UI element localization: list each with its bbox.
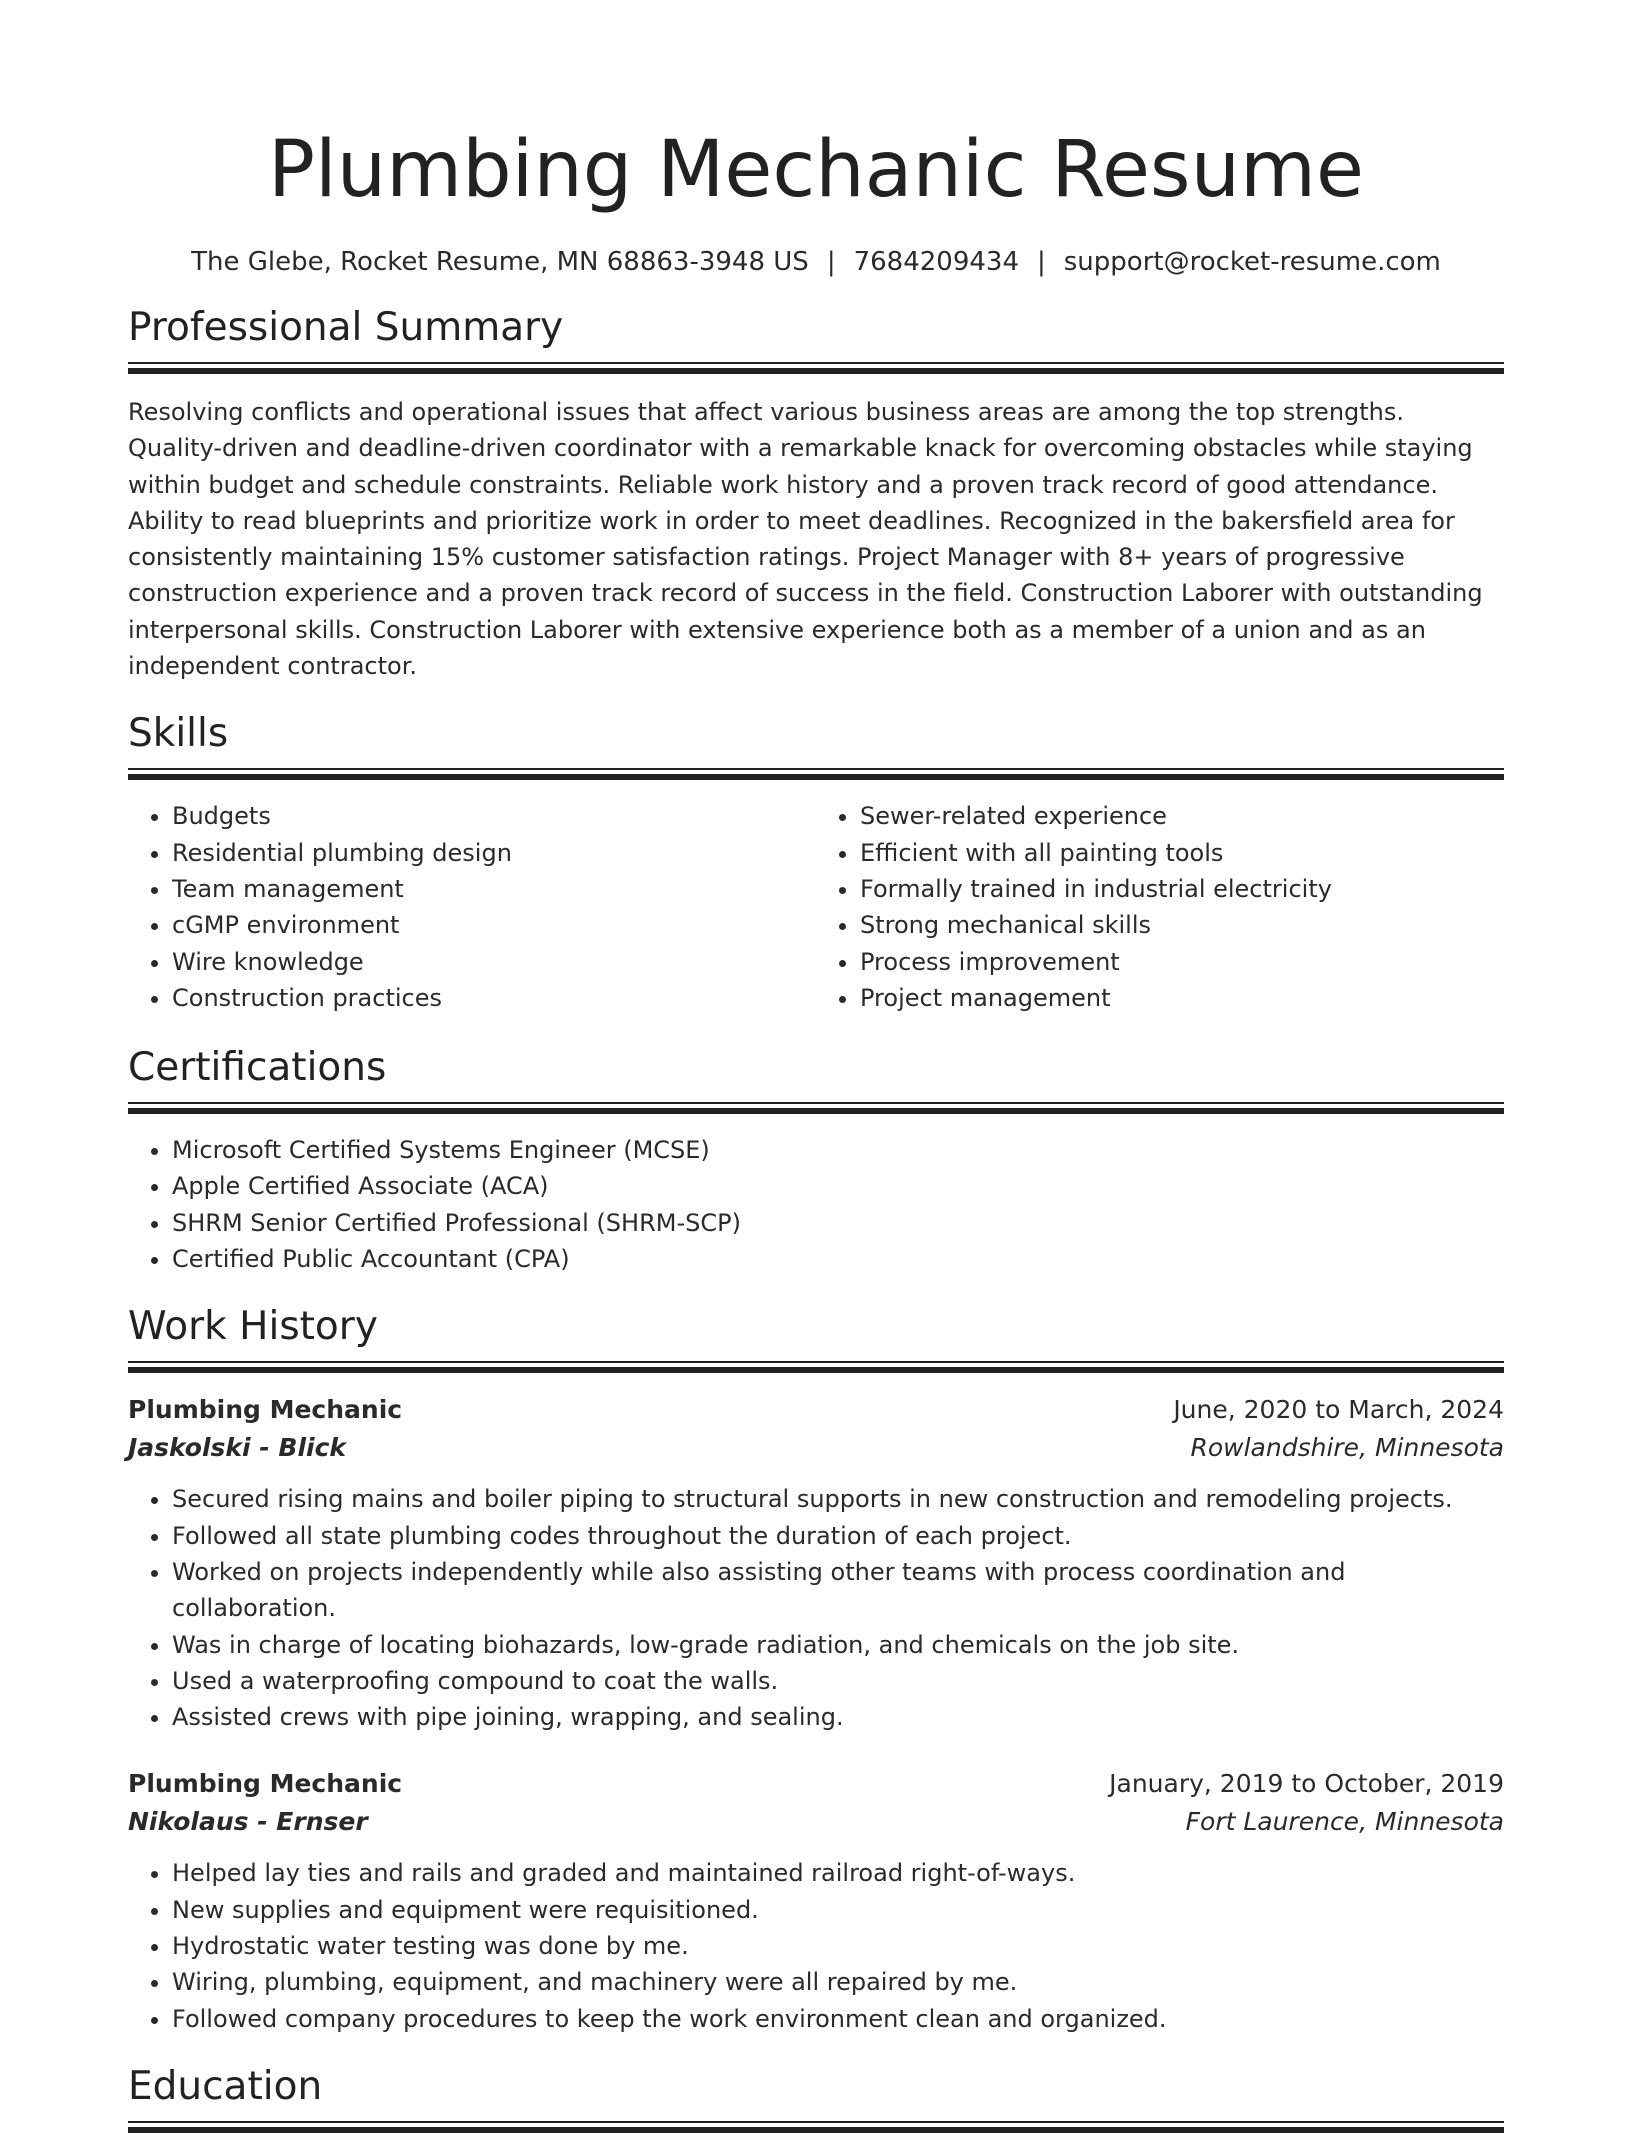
skills-section [128,710,1504,1016]
job-location: Rowlandshire, Minnesota [1190,1433,1504,1463]
job-duty-item: • Followed all state plumbing codes throughout the duration of each project. [172,1518,1504,1554]
summary-heading: Professional Summary [128,305,564,350]
skill-item: • Construction practices [172,980,816,1016]
skill-item: • Strong mechanical skills [860,907,1504,943]
job-dates: January, 2019 to October, 2019 [1109,1769,1504,1799]
job-duty-item: • Worked on projects independently while also assisting other teams with process coordination and collaboration. [172,1554,1504,1627]
certification-item: • Apple Certified Associate (ACA) [172,1168,1504,1204]
job-header-row [128,1391,1504,1429]
work-history-section [128,1303,1504,2037]
job-duties-list [128,1855,1504,2036]
section-divider [128,362,1504,374]
skill-item: • Efficient with all painting tools [860,835,1504,871]
skill-item: • Team management [172,871,816,907]
section-divider [128,768,1504,780]
certification-item: • Certified Public Accountant (CPA) [172,1241,1504,1277]
job-subheader-row [128,1803,1504,1841]
job-subheader-row [128,1429,1504,1467]
contact-address: The Glebe, Rocket Resume, MN 68863-3948 US [191,247,809,277]
skill-item: • Process improvement [860,944,1504,980]
skills-heading: Skills [128,711,229,757]
job-header-row [128,1765,1504,1803]
certifications-heading: Certifications [128,1045,387,1091]
contact-separator: | [826,247,836,277]
job-duty-item: • Hydrostatic water testing was done by me. [172,1928,1504,1964]
page-title: Plumbing Mechanic Resume [268,125,1364,215]
job-dates: June, 2020 to March, 2024 [1173,1395,1504,1425]
job-duty-item: • Was in charge of locating biohazards, low-grade radiation, and chemicals on the job site. [172,1627,1504,1663]
job-entry [128,1765,1504,2036]
skill-item: • Wire knowledge [172,944,816,980]
job-company: Nikolaus - Ernser [128,1807,368,1837]
skill-item: • cGMP environment [172,907,816,943]
skills-grid [128,798,1504,1016]
job-duty-item: • Followed company procedures to keep the work environment clean and organized. [172,2001,1504,2037]
job-title: Plumbing Mechanic [128,1395,403,1425]
certifications-list [128,1132,1504,1277]
skill-item: • Residential plumbing design [172,835,816,871]
education-section [128,2063,1504,2133]
job-location: Fort Laurence, Minnesota [1185,1807,1504,1837]
job-duty-item: • Assisted crews with pipe joining, wrapping, and sealing. [172,1699,1504,1735]
job-duty-item: • Wiring, plumbing, equipment, and machinery were all repaired by me. [172,1964,1504,2000]
skills-column-right [816,798,1504,1016]
summary-section [128,304,1504,684]
section-divider [128,2121,1504,2133]
skill-item: • Formally trained in industrial electricity [860,871,1504,907]
skill-item: • Sewer-related experience [860,798,1504,834]
job-duties-list [128,1481,1504,1735]
contact-email: support@rocket-resume.com [1063,247,1441,277]
certifications-section [128,1044,1504,1277]
contact-line [128,244,1504,280]
job-duty-item: • New supplies and equipment were requisitioned. [172,1892,1504,1928]
certification-item: • SHRM Senior Certified Professional (SHRM-SCP) [172,1205,1504,1241]
job-entry [128,1391,1504,1735]
skills-list-left [128,798,816,1016]
certification-item: • Microsoft Certified Systems Engineer (MCSE) [172,1132,1504,1168]
section-divider [128,1102,1504,1114]
skill-item: • Budgets [172,798,816,834]
job-duty-item: • Used a waterproofing compound to coat the walls. [172,1663,1504,1699]
skills-column-left [128,798,816,1016]
skills-list-right [816,798,1504,1016]
summary-text: Resolving conflicts and operational issues that affect various business areas are among the top strengths. Quality-driven and deadline-driven coordinator with a remarkable knack for overcoming obstacles while staying within budget and schedule constraints. Reliable work history and a proven track record of good attendance. Ability to read blueprints and prioritize work in order to meet deadlines. Recognized in the bakersfield area for consistently maintaining 15% customer satisfaction ratings. Project Manager with 8+ years of progressive construction experience and a proven track record of success in the field. Construction Laborer with outstanding interpersonal skills. Construction Laborer with extensive experience both as a member of a union and as an independent contractor. [128,398,1483,681]
job-duty-item: • Secured rising mains and boiler piping to structural supports in new construction and remodeling projects. [172,1481,1504,1517]
contact-separator: | [1037,247,1046,277]
section-divider [128,1361,1504,1373]
job-company: Jaskolski - Blick [128,1433,347,1463]
job-duty-item: • Helped lay ties and rails and graded and maintained railroad right-of-ways. [172,1855,1504,1891]
education-heading: Education [128,2063,323,2109]
skill-item: • Project management [860,980,1504,1016]
contact-phone: 7684209434 [853,247,1019,277]
job-title: Plumbing Mechanic [128,1769,403,1799]
work-history-heading: Work History [128,1304,378,1350]
